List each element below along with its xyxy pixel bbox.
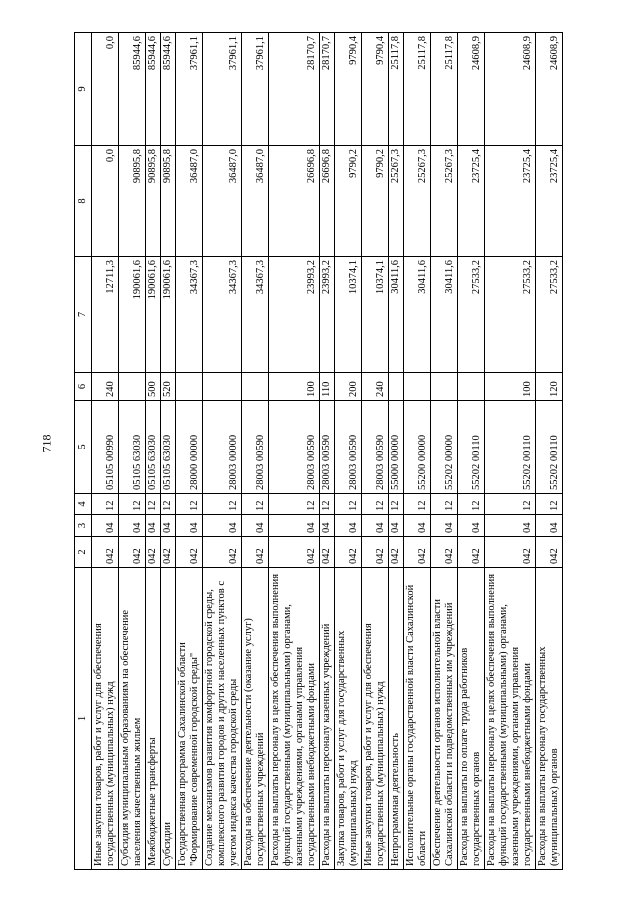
row-name-cell: Расходы на выплаты персоналу в целях обеспечения выполнения функций государственными (муниципальными) органами, казенными учреждениями, органами управления государственными внебюджетными фондами xyxy=(269,568,320,870)
amount-cell: 9790,2 xyxy=(362,146,389,257)
amount-cell: 85944,6 xyxy=(146,33,161,146)
table-row xyxy=(119,33,146,870)
section-cell: 04 xyxy=(431,515,458,537)
section-cell: 04 xyxy=(458,515,485,537)
subsection-cell: 12 xyxy=(362,494,389,515)
amount-cell: 23993,2 xyxy=(320,257,335,373)
subsection-cell: 12 xyxy=(335,494,362,515)
amount-cell: 37961,1 xyxy=(176,33,203,146)
admin-code-cell: 042 xyxy=(431,537,458,568)
amount-cell: 25117,8 xyxy=(404,33,431,146)
expense-type-cell xyxy=(119,373,146,401)
row-name-cell: Исполнительные органы государственной власти Сахалинской области xyxy=(404,568,431,870)
target-article-cell: 28000 00000 xyxy=(176,401,203,494)
admin-code-cell: 042 xyxy=(404,537,431,568)
target-article-cell: 28003 00590 xyxy=(320,401,335,494)
table-body xyxy=(92,33,563,870)
amount-cell: 90895,8 xyxy=(119,146,146,257)
table-row xyxy=(404,33,431,870)
row-name-cell: Расходы на выплаты персоналу государственных (муниципальных) органов xyxy=(536,568,563,870)
admin-code-cell: 042 xyxy=(242,537,269,568)
section-cell: 04 xyxy=(161,515,176,537)
subsection-cell: 12 xyxy=(269,494,320,515)
table-row xyxy=(146,33,161,870)
amount-cell: 190061,6 xyxy=(161,257,176,373)
amount-cell: 9790,4 xyxy=(335,33,362,146)
section-cell: 04 xyxy=(242,515,269,537)
header-cell: 1 xyxy=(75,568,92,870)
row-name-cell: Государственная программа Сахалинской области "Формирование современной городской среды" xyxy=(176,568,203,870)
expense-type-cell: 100 xyxy=(269,373,320,401)
admin-code-cell: 042 xyxy=(176,537,203,568)
target-article-cell: 28003 00590 xyxy=(362,401,389,494)
row-name-cell: Расходы на обеспечение деятельности (оказание услуг) государственных учреждений xyxy=(242,568,269,870)
target-article-cell: 55202 00110 xyxy=(536,401,563,494)
section-cell: 04 xyxy=(536,515,563,537)
table-row xyxy=(242,33,269,870)
admin-code-cell: 042 xyxy=(320,537,335,568)
amount-cell: 25267,3 xyxy=(404,146,431,257)
amount-cell: 30411,6 xyxy=(404,257,431,373)
subsection-cell: 12 xyxy=(242,494,269,515)
section-cell: 04 xyxy=(485,515,536,537)
table-row xyxy=(431,33,458,870)
row-name-cell: Иные закупки товаров, работ и услуг для обеспечения государственных (муниципальных) нужд xyxy=(92,568,119,870)
admin-code-cell: 042 xyxy=(92,537,119,568)
admin-code-cell: 042 xyxy=(203,537,242,568)
amount-cell: 26696,8 xyxy=(320,146,335,257)
amount-cell: 36487,0 xyxy=(203,146,242,257)
section-cell: 04 xyxy=(176,515,203,537)
amount-cell: 12711,3 xyxy=(92,257,119,373)
amount-cell: 9790,4 xyxy=(362,33,389,146)
subsection-cell: 12 xyxy=(161,494,176,515)
row-name-cell: Субсидии xyxy=(161,568,176,870)
subsection-cell: 12 xyxy=(485,494,536,515)
amount-cell: 24608,9 xyxy=(536,33,563,146)
row-name-cell: Расходы на выплаты персоналу в целях обеспечения выполнения функций государственными (муниципальными) органами, казенными учреждениями, органами управления государственными внебюджетными фондами xyxy=(485,568,536,870)
target-article-cell: 28003 00590 xyxy=(269,401,320,494)
expense-type-cell: 200 xyxy=(335,373,362,401)
section-cell: 04 xyxy=(404,515,431,537)
row-name-cell: Субсидия муниципальным образованиям на обеспечение населения качественным жильем xyxy=(119,568,146,870)
amount-cell: 37961,1 xyxy=(203,33,242,146)
amount-cell: 34367,3 xyxy=(203,257,242,373)
budget-table xyxy=(74,32,563,870)
table-row xyxy=(458,33,485,870)
target-article-cell: 05105 63030 xyxy=(146,401,161,494)
subsection-cell: 12 xyxy=(119,494,146,515)
amount-cell: 28170,7 xyxy=(269,33,320,146)
amount-cell: 37961,1 xyxy=(242,33,269,146)
expense-type-cell xyxy=(458,373,485,401)
header-cell: 6 xyxy=(75,373,92,401)
amount-cell: 25267,3 xyxy=(389,146,404,257)
amount-cell: 85944,6 xyxy=(161,33,176,146)
table-row xyxy=(269,33,320,870)
amount-cell: 23725,4 xyxy=(458,146,485,257)
target-article-cell: 55202 00110 xyxy=(485,401,536,494)
amount-cell: 24608,9 xyxy=(458,33,485,146)
page-number: 718 xyxy=(39,434,54,453)
admin-code-cell: 042 xyxy=(485,537,536,568)
amount-cell: 0,0 xyxy=(92,146,119,257)
expense-type-cell: 100 xyxy=(485,373,536,401)
target-article-cell: 05105 63030 xyxy=(119,401,146,494)
amount-cell: 25117,8 xyxy=(389,33,404,146)
section-cell: 04 xyxy=(320,515,335,537)
subsection-cell: 12 xyxy=(404,494,431,515)
amount-cell: 90895,8 xyxy=(161,146,176,257)
target-article-cell: 05105 00990 xyxy=(92,401,119,494)
subsection-cell: 12 xyxy=(203,494,242,515)
amount-cell: 27533,2 xyxy=(485,257,536,373)
row-name-cell: Межбюджетные трансферты xyxy=(146,568,161,870)
expense-type-cell xyxy=(242,373,269,401)
header-cell: 4 xyxy=(75,494,92,515)
subsection-cell: 12 xyxy=(92,494,119,515)
table-row xyxy=(335,33,362,870)
section-cell: 04 xyxy=(203,515,242,537)
expense-type-cell: 110 xyxy=(320,373,335,401)
row-name-cell: Иные закупки товаров, работ и услуг для обеспечения государственных (муниципальных) нужд xyxy=(362,568,389,870)
subsection-cell: 12 xyxy=(536,494,563,515)
amount-cell: 30411,6 xyxy=(389,257,404,373)
admin-code-cell: 042 xyxy=(335,537,362,568)
amount-cell: 85944,6 xyxy=(119,33,146,146)
section-cell: 04 xyxy=(92,515,119,537)
table-row xyxy=(161,33,176,870)
target-article-cell: 55200 00000 xyxy=(404,401,431,494)
table-row xyxy=(92,33,119,870)
amount-cell: 23725,4 xyxy=(536,146,563,257)
expense-type-cell xyxy=(203,373,242,401)
table-row xyxy=(362,33,389,870)
amount-cell: 190061,6 xyxy=(146,257,161,373)
target-article-cell: 05105 63030 xyxy=(161,401,176,494)
section-cell: 04 xyxy=(119,515,146,537)
amount-cell: 190061,6 xyxy=(119,257,146,373)
target-article-cell: 55202 00110 xyxy=(458,401,485,494)
amount-cell: 34367,3 xyxy=(242,257,269,373)
table-row xyxy=(176,33,203,870)
section-cell: 04 xyxy=(389,515,404,537)
subsection-cell: 12 xyxy=(431,494,458,515)
amount-cell: 9790,2 xyxy=(335,146,362,257)
amount-cell: 28170,7 xyxy=(320,33,335,146)
amount-cell: 26696,8 xyxy=(269,146,320,257)
row-name-cell: Расходы на выплаты по оплате труда работников государственных органов xyxy=(458,568,485,870)
row-name-cell: Расходы на выплаты персоналу казенных учреждений xyxy=(320,568,335,870)
expense-type-cell xyxy=(176,373,203,401)
amount-cell: 27533,2 xyxy=(536,257,563,373)
row-name-cell: Непрограммная деятельность xyxy=(389,568,404,870)
section-cell: 04 xyxy=(146,515,161,537)
amount-cell: 90895,8 xyxy=(146,146,161,257)
amount-cell: 27533,2 xyxy=(458,257,485,373)
admin-code-cell: 042 xyxy=(458,537,485,568)
amount-cell: 25267,3 xyxy=(431,146,458,257)
section-cell: 04 xyxy=(362,515,389,537)
expense-type-cell: 120 xyxy=(536,373,563,401)
amount-cell: 23993,2 xyxy=(269,257,320,373)
subsection-cell: 12 xyxy=(389,494,404,515)
admin-code-cell: 042 xyxy=(119,537,146,568)
table-row xyxy=(485,33,536,870)
amount-cell: 23725,4 xyxy=(485,146,536,257)
admin-code-cell: 042 xyxy=(146,537,161,568)
header-cell: 2 xyxy=(75,537,92,568)
admin-code-cell: 042 xyxy=(161,537,176,568)
expense-type-cell xyxy=(389,373,404,401)
admin-code-cell: 042 xyxy=(389,537,404,568)
subsection-cell: 12 xyxy=(176,494,203,515)
target-article-cell: 55202 00000 xyxy=(431,401,458,494)
target-article-cell: 28003 00590 xyxy=(242,401,269,494)
header-cell: 9 xyxy=(75,33,92,146)
expense-type-cell: 520 xyxy=(161,373,176,401)
section-cell: 04 xyxy=(335,515,362,537)
target-article-cell: 28003 00590 xyxy=(335,401,362,494)
amount-cell: 36487,0 xyxy=(242,146,269,257)
header-cell: 3 xyxy=(75,515,92,537)
section-cell: 04 xyxy=(269,515,320,537)
target-article-cell: 28003 00000 xyxy=(203,401,242,494)
expense-type-cell: 240 xyxy=(362,373,389,401)
amount-cell: 0,0 xyxy=(92,33,119,146)
row-name-cell: Обеспечение деятельности органов исполнительной власти Сахалинской области и подведомственных им учреждений xyxy=(431,568,458,870)
admin-code-cell: 042 xyxy=(269,537,320,568)
expense-type-cell: 240 xyxy=(92,373,119,401)
subsection-cell: 12 xyxy=(146,494,161,515)
header-row xyxy=(75,33,92,870)
amount-cell: 25117,8 xyxy=(431,33,458,146)
header-cell: 7 xyxy=(75,257,92,373)
amount-cell: 10374,1 xyxy=(335,257,362,373)
row-name-cell: Создание механизмов развития комфортной городской среды, комплексного развития городов и других населенных пунктов с учетом индекса качества городской среды xyxy=(203,568,242,870)
expense-type-cell xyxy=(404,373,431,401)
rotated-page xyxy=(74,33,639,870)
amount-cell: 34367,3 xyxy=(176,257,203,373)
amount-cell: 10374,1 xyxy=(362,257,389,373)
amount-cell: 30411,6 xyxy=(431,257,458,373)
expense-type-cell: 500 xyxy=(146,373,161,401)
expense-type-cell xyxy=(431,373,458,401)
row-name-cell: Закупка товаров, работ и услуг для государственных (муниципальных) нужд xyxy=(335,568,362,870)
table-row xyxy=(389,33,404,870)
target-article-cell: 55000 00000 xyxy=(389,401,404,494)
header-cell: 5 xyxy=(75,401,92,494)
table-row xyxy=(320,33,335,870)
header-cell: 8 xyxy=(75,146,92,257)
subsection-cell: 12 xyxy=(458,494,485,515)
subsection-cell: 12 xyxy=(320,494,335,515)
amount-cell: 24608,9 xyxy=(485,33,536,146)
table-row xyxy=(203,33,242,870)
table-row xyxy=(536,33,563,870)
amount-cell: 36487,0 xyxy=(176,146,203,257)
admin-code-cell: 042 xyxy=(536,537,563,568)
admin-code-cell: 042 xyxy=(362,537,389,568)
